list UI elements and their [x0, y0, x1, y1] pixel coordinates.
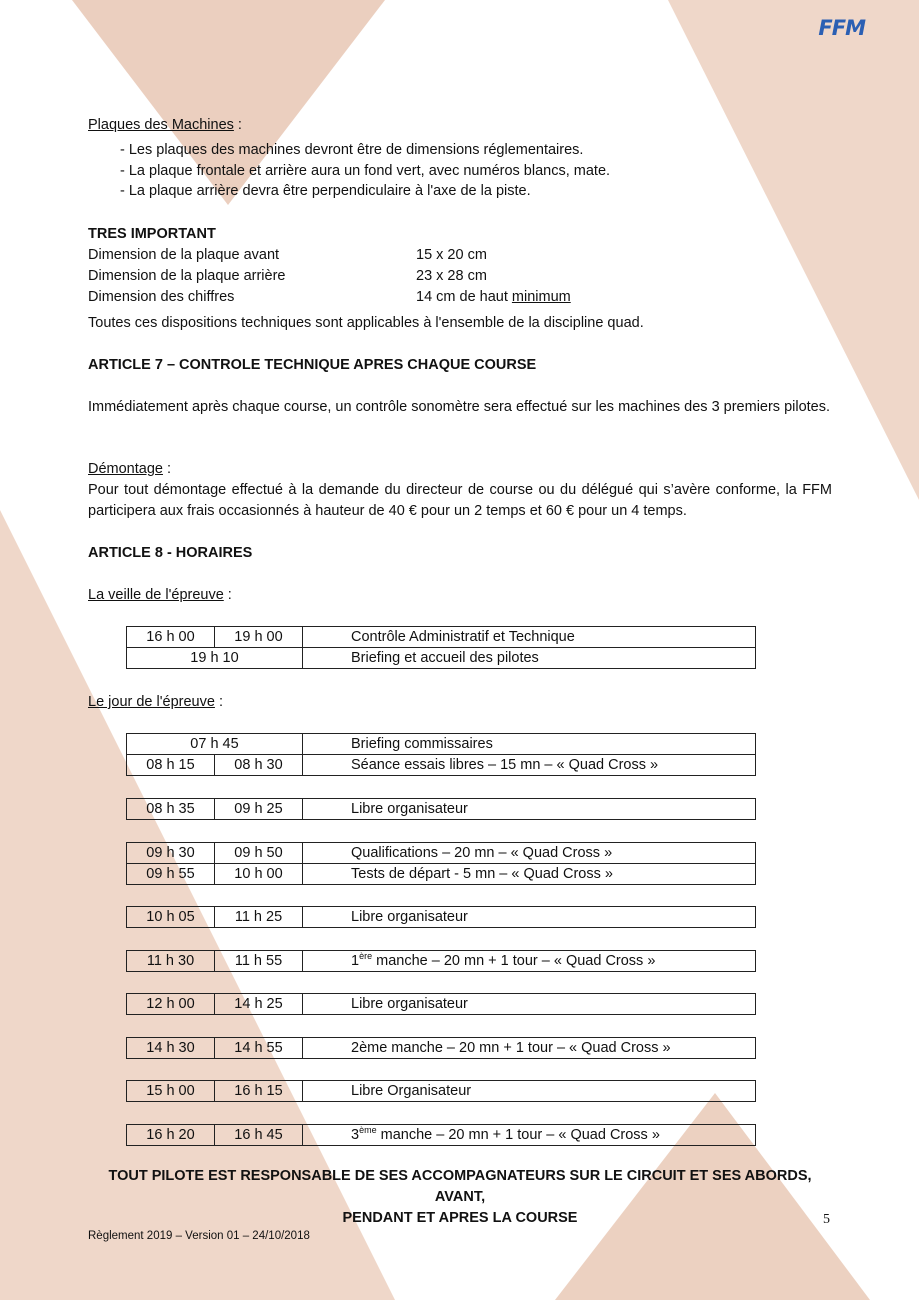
- end-time: 09 h 50: [215, 843, 303, 864]
- activity-ordinal-suffix: ème: [359, 1125, 377, 1136]
- demontage-heading: Démontage: [88, 461, 163, 477]
- warning-line: PENDANT ET APRES LA COURSE: [342, 1210, 578, 1226]
- veille-heading-suffix: :: [223, 587, 232, 603]
- table-row: [127, 648, 756, 669]
- dimension-label: Dimension des chiffres: [88, 289, 235, 305]
- activity: Libre organisateur: [303, 994, 756, 1015]
- dimension-label: Dimension de la plaque arrière: [88, 268, 286, 284]
- bullet-item: - Les plaques des machines devront être de dimensions réglementaires.: [120, 142, 584, 158]
- ffm-logo: [818, 16, 865, 40]
- start-time: 10 h 05: [127, 907, 215, 928]
- article7-title: ARTICLE 7 – CONTROLE TECHNIQUE APRES CHAQUE COURSE: [88, 357, 537, 373]
- activity: [303, 951, 756, 972]
- jour-schedule-table: [126, 1037, 756, 1059]
- start-time: 11 h 30: [127, 951, 215, 972]
- dimension-value-wrap: [416, 287, 571, 307]
- start-time: 14 h 30: [127, 1038, 215, 1059]
- activity-text: manche – 20 mn + 1 tour – « Quad Cross »: [376, 1127, 660, 1143]
- activity-ordinal-suffix: ère: [359, 951, 373, 962]
- activity-ordinal: 1: [351, 953, 360, 969]
- table-row: [127, 627, 756, 648]
- activity: Briefing commissaires: [303, 734, 756, 755]
- end-time: 08 h 30: [215, 755, 303, 776]
- dimension-row: [88, 266, 487, 286]
- article7-paragraph: Immédiatement après chaque course, un contrôle sonomètre sera effectué sur les machines des 3 premiers pilotes.: [88, 399, 831, 415]
- footer-version: Règlement 2019 – Version 01 – 24/10/2018: [88, 1230, 310, 1242]
- table-row: [127, 843, 756, 864]
- responsibility-warning: [88, 1166, 832, 1229]
- activity: Libre organisateur: [303, 799, 756, 820]
- activity-text: manche – 20 mn + 1 tour – « Quad Cross »: [372, 953, 656, 969]
- jour-schedule-table: [126, 1124, 756, 1146]
- start-time: 16 h 20: [127, 1125, 215, 1146]
- jour-schedule-table: [126, 993, 756, 1015]
- activity: 2ème manche – 20 mn + 1 tour – « Quad Cross »: [303, 1038, 756, 1059]
- table-row: [127, 1081, 756, 1102]
- jour-heading: Le jour de l'épreuve: [88, 694, 215, 710]
- jour-schedule-table: [126, 798, 756, 820]
- table-row: [127, 951, 756, 972]
- jour-schedule-table: [126, 1080, 756, 1102]
- dimension-value: 23 x 28 cm: [416, 268, 487, 284]
- plaques-heading-line: [88, 115, 242, 135]
- bullet-item: - La plaque frontale et arrière aura un fond vert, avec numéros blancs, mate.: [120, 162, 611, 179]
- plaques-bullets: [120, 140, 610, 202]
- article8-title: ARTICLE 8 - HORAIRES: [88, 545, 253, 561]
- end-time: 11 h 55: [215, 951, 303, 972]
- dimension-value: 14 cm de haut: [416, 289, 512, 305]
- time: 07 h 45: [127, 734, 303, 755]
- veille-heading-line: [88, 585, 232, 605]
- end-time: 11 h 25: [215, 907, 303, 928]
- activity: Séance essais libres – 15 mn – « Quad Cross »: [303, 755, 756, 776]
- table-row: [127, 1125, 756, 1146]
- start-time: 08 h 35: [127, 799, 215, 820]
- start-time: 08 h 15: [127, 755, 215, 776]
- table-row: [127, 907, 756, 928]
- table-row: [127, 864, 756, 885]
- activity: Briefing et accueil des pilotes: [303, 648, 756, 669]
- warning-line: TOUT PILOTE EST RESPONSABLE DE SES ACCOMPAGNATEURS SUR LE CIRCUIT ET SES ABORDS, AVANT,: [108, 1168, 812, 1205]
- activity: Libre Organisateur: [303, 1081, 756, 1102]
- jour-schedule-table: [126, 733, 756, 776]
- important-title: TRES IMPORTANT: [88, 226, 216, 242]
- table-row: [127, 799, 756, 820]
- dimension-label: Dimension de la plaque avant: [88, 247, 280, 263]
- veille-schedule-table: [126, 626, 756, 669]
- end-time: 14 h 55: [215, 1038, 303, 1059]
- jour-heading-suffix: :: [214, 694, 223, 710]
- dimension-row: [88, 287, 571, 307]
- demontage-heading-suffix: :: [162, 461, 172, 477]
- jour-schedule-table: [126, 842, 756, 885]
- activity-ordinal: 3: [351, 1127, 360, 1143]
- veille-heading: La veille de l'épreuve: [88, 587, 224, 603]
- activity: Contrôle Administratif et Technique: [303, 627, 756, 648]
- table-row: [127, 994, 756, 1015]
- start-time: 09 h 55: [127, 864, 215, 885]
- plaques-heading: Plaques des Machines: [88, 117, 234, 133]
- activity: Libre organisateur: [303, 907, 756, 928]
- activity: Tests de départ - 5 mn – « Quad Cross »: [303, 864, 756, 885]
- end-time: 10 h 00: [215, 864, 303, 885]
- start-time: 15 h 00: [127, 1081, 215, 1102]
- end-time: 16 h 45: [215, 1125, 303, 1146]
- activity: Qualifications – 20 mn – « Quad Cross »: [303, 843, 756, 864]
- jour-schedule-table: [126, 906, 756, 928]
- page-number: 5: [823, 1212, 830, 1227]
- end-time: 16 h 15: [215, 1081, 303, 1102]
- start-time: 12 h 00: [127, 994, 215, 1015]
- plaques-heading-suffix: :: [233, 117, 242, 133]
- dimension-value: 15 x 20 cm: [416, 247, 487, 263]
- end-time: 14 h 25: [215, 994, 303, 1015]
- table-row: [127, 734, 756, 755]
- start-time: 09 h 30: [127, 843, 215, 864]
- time: 19 h 10: [127, 648, 303, 669]
- table-row: [127, 1038, 756, 1059]
- activity: [303, 1125, 756, 1146]
- end-time: 19 h 00: [215, 627, 303, 648]
- bullet-item: - La plaque arrière devra être perpendiculaire à l'axe de la piste.: [120, 183, 531, 199]
- logo-text: FFM: [818, 16, 865, 40]
- demontage-paragraph: Pour tout démontage effectué à la demande du directeur de course ou du délégué qui s’avère conforme, la FFM participera aux frais occasionnés à hauteur de 40 € pour un 2 temps et 60 € pour un 4 temps.: [88, 482, 832, 519]
- start-time: 16 h 00: [127, 627, 215, 648]
- dimension-value-underlined: minimum: [511, 289, 571, 305]
- end-time: 09 h 25: [215, 799, 303, 820]
- demontage-heading-line: [88, 459, 171, 479]
- jour-schedule-table: [126, 950, 756, 972]
- table-row: [127, 755, 756, 776]
- dimension-row: [88, 245, 487, 265]
- important-note: Toutes ces dispositions techniques sont applicables à l'ensemble de la discipline quad.: [88, 315, 644, 331]
- jour-heading-line: [88, 692, 223, 712]
